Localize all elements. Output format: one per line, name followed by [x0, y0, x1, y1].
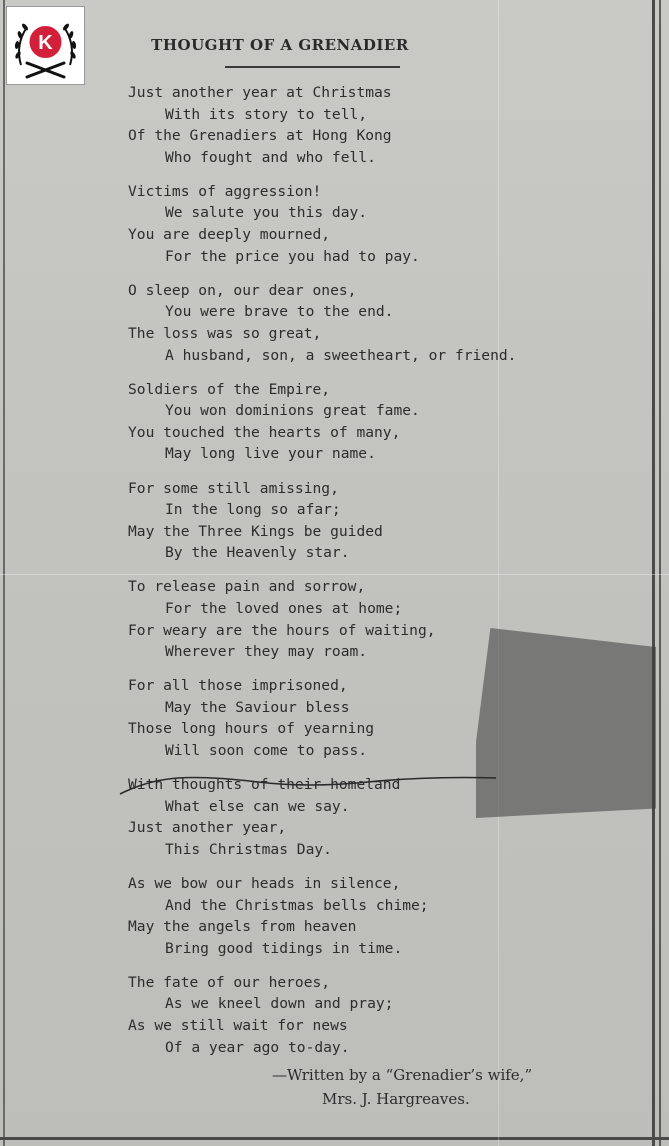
- stanza: [128, 675, 548, 761]
- poem-line: As we kneel down and pray;: [165, 995, 394, 1013]
- poem-line: You won dominions great fame.: [165, 402, 420, 420]
- poem-line: In the long so afar;: [165, 501, 341, 519]
- right-border-rule-outer: [659, 0, 661, 1146]
- poem-line: May the angels from heaven: [128, 918, 357, 936]
- poem-line: What else can we say.: [165, 797, 350, 815]
- poem-line: The loss was so great,: [128, 324, 322, 342]
- poem-line: Victims of aggression!: [128, 182, 322, 200]
- poem-line: For some still amissing,: [128, 479, 339, 497]
- poem-line: Bring good tidings in time.: [165, 939, 403, 957]
- poem-line: With its story to tell,: [165, 105, 368, 123]
- poem-line: For the price you had to pay.: [165, 247, 420, 265]
- poem-body: [128, 82, 548, 1071]
- poem-line: Will soon come to pass.: [165, 742, 368, 760]
- poem-line: This Christmas Day.: [165, 840, 332, 858]
- poem-line: Who fought and who fell.: [165, 148, 376, 166]
- logo-letter: K: [38, 32, 53, 54]
- poem-line: For all those imprisoned,: [128, 677, 348, 695]
- stanza: [128, 82, 548, 168]
- stanza: [128, 873, 548, 959]
- signature-line-2: Mrs. J. Hargreaves.: [322, 1090, 470, 1108]
- stanza: [128, 774, 548, 860]
- title-underline: [225, 66, 400, 68]
- signature-block: [272, 1063, 532, 1111]
- poem-line: For weary are the hours of waiting,: [128, 621, 436, 639]
- poem-title: THOUGHT OF A GRENADIER: [151, 36, 409, 54]
- poem-line: The fate of our heroes,: [128, 973, 331, 991]
- poem-line: Just another year,: [128, 819, 287, 837]
- left-border-rule: [3, 0, 5, 1146]
- poem-line: May long live your name.: [165, 445, 376, 463]
- poem-line: For the loved ones at home;: [165, 599, 403, 617]
- poem-line: By the Heavenly star.: [165, 544, 350, 562]
- signature-line-1: —Written by a “Grenadier’s wife,”: [272, 1066, 533, 1084]
- stanza: [128, 576, 548, 662]
- poem-line: With thoughts of their homeland: [128, 776, 401, 794]
- poem-line: Wherever they may roam.: [165, 643, 368, 661]
- poem-line: May the Saviour bless: [165, 698, 350, 716]
- poem-line: You are deeply mourned,: [128, 226, 331, 244]
- stanza: [128, 379, 548, 465]
- poem-line: As we still wait for news: [128, 1017, 348, 1035]
- stanza: [128, 972, 548, 1058]
- right-border-rule: [652, 0, 655, 1146]
- stanza: [128, 280, 548, 366]
- poem-line: Just another year at Christmas: [128, 84, 392, 101]
- poem-line: You were brave to the end.: [165, 303, 394, 321]
- poem-line: Those long hours of yearning: [128, 720, 375, 738]
- poem-line: We salute you this day.: [165, 204, 368, 222]
- stanza: [128, 181, 548, 267]
- poem-line: Soldiers of the Empire,: [128, 380, 331, 398]
- poem-line: May the Three Kings be guided: [128, 522, 383, 540]
- poem-line: You touched the hearts of many,: [128, 423, 401, 441]
- poem-line: To release pain and sorrow,: [128, 578, 366, 596]
- bottom-border-rule: [0, 1137, 669, 1140]
- poem-line: A husband, son, a sweetheart, or friend.: [165, 346, 517, 364]
- stanza: [128, 478, 548, 564]
- poem-line: Of a year ago to-day.: [165, 1038, 350, 1056]
- poem-line: O sleep on, our dear ones,: [128, 281, 357, 299]
- poem-line: Of the Grenadiers at Hong Kong: [128, 127, 392, 145]
- poem-line: As we bow our heads in silence,: [128, 875, 401, 892]
- poem-line: And the Christmas bells chime;: [165, 896, 429, 914]
